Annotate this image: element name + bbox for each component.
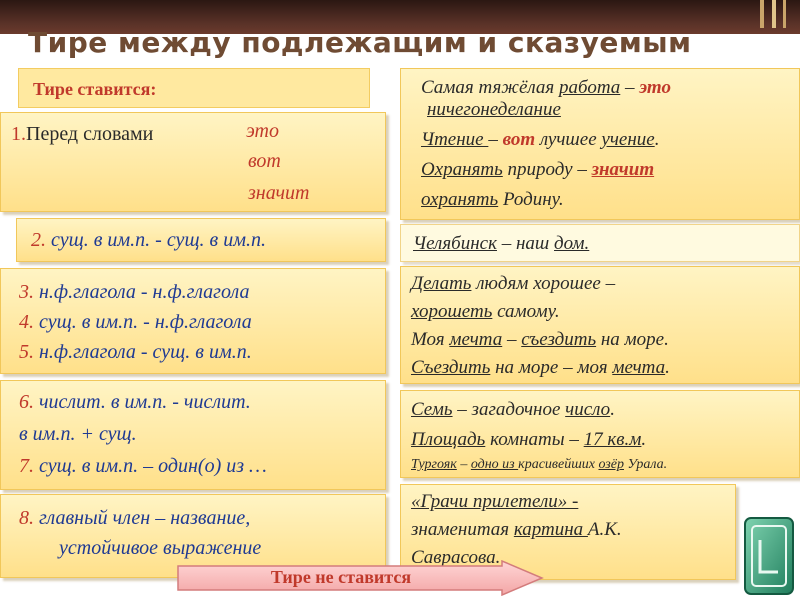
- rule-1-box: [0, 112, 386, 212]
- rule-3-line: [19, 281, 249, 304]
- example-text: комнаты –: [485, 429, 584, 450]
- keyword-znachit: значит: [248, 182, 310, 204]
- example-line: [411, 301, 560, 323]
- rule-1-text: Перед словами: [26, 123, 154, 145]
- example-text: – загадочное: [452, 399, 566, 420]
- example-text: на море – моя: [490, 357, 613, 378]
- rule-number: 2.: [31, 229, 46, 251]
- rule-8-text-2: устойчивое выражение: [59, 537, 262, 559]
- decor-stripe: [760, 0, 764, 28]
- example-line: [411, 273, 615, 295]
- example-subject: Чтение: [421, 129, 489, 150]
- example-predicate: охранять: [421, 189, 499, 210]
- rule-2-line: [31, 229, 266, 252]
- rule-8-line-2: [59, 537, 261, 560]
- rule-3-5-box: [0, 268, 386, 374]
- rule-6-line: [19, 391, 251, 414]
- back-navigation-icon: [742, 516, 796, 596]
- example-keyword: значит: [591, 159, 655, 180]
- rule-4-text: сущ. в им.п. - н.ф.глагола: [39, 311, 252, 333]
- example-predicate: одно из: [470, 457, 519, 472]
- example-line: [411, 329, 669, 351]
- arrow-label: Тире не ставится: [270, 567, 412, 587]
- keyword-vot: вот: [248, 150, 281, 172]
- example-subject: Семь: [411, 399, 453, 420]
- example-predicate: мечта: [612, 357, 666, 378]
- rule-7-text: сущ. в им.п. – один(о) из …: [39, 455, 267, 477]
- rule-5-line: [19, 341, 252, 364]
- example-line: [421, 77, 671, 99]
- rule-2-box: [16, 218, 386, 262]
- rule-7-line: [19, 455, 267, 478]
- example-text: красивейших: [518, 457, 599, 472]
- example-text: Моя: [411, 329, 450, 350]
- example-text: .: [641, 429, 647, 450]
- rule-6-text: числит. в им.п. - числит.: [39, 391, 251, 413]
- example-2-box: [400, 224, 800, 262]
- example-text: .: [654, 129, 660, 150]
- example-text: Урала.: [623, 457, 668, 472]
- example-subject: работа: [559, 77, 621, 98]
- example-text: .: [665, 357, 670, 378]
- example-keyword: вот: [502, 129, 536, 150]
- rule-number: 3.: [19, 281, 34, 303]
- example-subject: мечта: [449, 329, 503, 350]
- example-line: [421, 129, 659, 151]
- example-text: А.К.: [587, 519, 622, 540]
- example-4-box: [400, 390, 800, 478]
- example-line: [411, 457, 667, 473]
- example-text: людям хорошее –: [471, 273, 616, 294]
- no-dash-arrow-button[interactable]: [176, 560, 544, 596]
- example-3-box: [400, 266, 800, 384]
- example-subject: Съездить: [411, 357, 491, 378]
- example-predicate: съездить: [521, 329, 597, 350]
- example-subject: Охранять: [421, 159, 503, 180]
- rule-number: 8.: [19, 507, 34, 529]
- keyword-eto: это: [246, 120, 279, 142]
- example-1-box: [400, 68, 800, 220]
- example-line: [411, 399, 615, 421]
- example-predicate: ничегонеделание: [427, 99, 561, 120]
- example-text: Родину.: [498, 189, 564, 210]
- rule-6-line-2: [19, 423, 137, 446]
- example-subject: Тургояк: [411, 457, 457, 472]
- decor-stripe: [783, 0, 786, 28]
- example-subject: Челябинск: [413, 233, 497, 254]
- decor-stripe: [772, 0, 776, 28]
- example-text: на море.: [596, 329, 669, 350]
- rule-3-text: н.ф.глагола - н.ф.глагола: [39, 281, 250, 303]
- rule-6-text-2: в им.п. + сущ.: [19, 423, 137, 445]
- example-predicate: учение: [601, 129, 655, 150]
- example-predicate: озёр: [598, 457, 624, 472]
- slide-title: Тире между подлежащим и сказуемым: [28, 26, 692, 59]
- example-subject: Делать: [411, 273, 472, 294]
- rule-1-lead: [11, 123, 153, 146]
- back-navigation-button[interactable]: [742, 516, 796, 596]
- example-text: .: [610, 399, 615, 420]
- rule-8-line: [19, 507, 250, 530]
- rule-number: 5.: [19, 341, 34, 363]
- example-predicate: 17 кв.м: [583, 429, 642, 450]
- rule-6-7-box: [0, 380, 386, 490]
- rule-2-text: сущ. в им.п. - сущ. в им.п.: [51, 229, 266, 251]
- example-text: знаменитая: [411, 519, 514, 540]
- example-text: лучшее: [535, 129, 602, 150]
- example-line: [421, 189, 564, 211]
- example-text: –: [488, 129, 503, 150]
- example-line: [411, 429, 646, 451]
- example-predicate: картина: [513, 519, 588, 540]
- example-subject: «Грачи прилетели» -: [411, 491, 579, 512]
- example-text: природу –: [502, 159, 592, 180]
- rule-8-text: главный член – название,: [39, 507, 251, 529]
- example-line: [421, 159, 654, 181]
- example-text: –: [456, 457, 471, 472]
- rule-number: 6.: [19, 391, 34, 413]
- example-keyword: это: [639, 77, 671, 98]
- example-text: – наш: [496, 233, 555, 254]
- rule-5-text: н.ф.глагола - сущ. в им.п.: [39, 341, 252, 363]
- example-subject: Площадь: [411, 429, 486, 450]
- header-box: [18, 68, 370, 108]
- example-line: [411, 491, 578, 513]
- rule-number: 7.: [19, 455, 34, 477]
- example-line: [411, 357, 670, 379]
- example-predicate: дом.: [554, 233, 590, 254]
- rule-4-line: [19, 311, 252, 334]
- rule-number: 4.: [19, 311, 34, 333]
- header-label: Тире ставится:: [33, 79, 157, 99]
- example-text: –: [502, 329, 522, 350]
- example-predicate: число: [565, 399, 611, 420]
- example-line: [411, 519, 622, 541]
- example-predicate: хорошеть: [411, 301, 493, 322]
- example-text: Саврасова.: [411, 547, 501, 568]
- example-line: [427, 99, 561, 121]
- example-text: самому.: [492, 301, 560, 322]
- example-text: –: [620, 77, 640, 98]
- example-text: Самая тяжёлая: [421, 77, 560, 98]
- rule-number: 1.: [11, 123, 26, 145]
- example-line: [413, 233, 589, 255]
